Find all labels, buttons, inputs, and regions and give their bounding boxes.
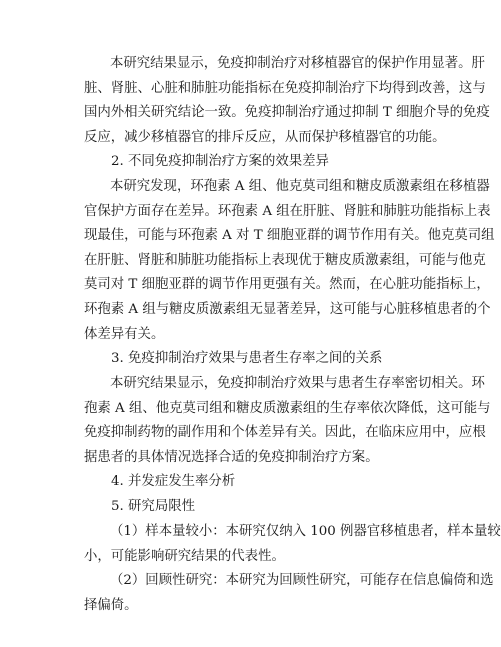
paragraph-line: （1）样本量较小：本研究仅纳入 100 例器官移植患者，样本量较	[110, 524, 501, 539]
paragraph-line: 反应，减少移植器官的排斥反应，从而保护移植器官的功能。	[84, 129, 446, 145]
section-heading-4: 4. 并发症发生率分析	[111, 474, 236, 489]
paragraph-line: 国内外相关研究结论一致。免疫抑制治疗通过抑制 T 细胞介导的免疫	[84, 105, 490, 121]
paragraph-line: 本研究结果显示，免疫抑制治疗效果与患者生存率密切相关。环	[110, 376, 485, 391]
section-heading-3: 3. 免疫抑制治疗效果与患者生存率之间的关系	[111, 351, 383, 366]
paragraph-line: 环孢素 A 组与糖皮质激素组无显著差异，这可能与心脏移植患者的个	[84, 301, 491, 317]
paragraph-survival-relationship	[84, 372, 491, 470]
section-heading-2: 2. 不同免疫抑制治疗方案的效果差异	[111, 154, 329, 169]
paragraph-line: 小，可能影响研究结果的代表性。	[84, 548, 285, 564]
paragraph-line: 孢素 A 组、他克莫司组和糖皮质激素组的生存率依次降低，这可能与	[84, 400, 491, 416]
paragraph-line: 官保护方面存在差异。环孢素 A 组在肝脏、肾脏和肺脏功能指标上表	[84, 203, 491, 219]
limitation-retrospective-study	[84, 569, 494, 618]
paragraph-line: 据患者的具体情况选择合适的免疫抑制治疗方案。	[84, 449, 379, 465]
paragraph-line: 在肝脏、肾脏和肺脏功能指标上表现优于糖皮质激素组，可能与他克	[84, 252, 486, 268]
paragraph-line: 本研究结果显示，免疫抑制治疗对移植器官的保护作用显著。肝	[110, 56, 485, 71]
paragraph-line: （2）回顾性研究：本研究为回顾性研究，可能存在信息偏倚和选	[110, 573, 494, 588]
paragraph-line: 择偏倚。	[84, 597, 138, 613]
section-heading-5: 5. 研究局限性	[111, 499, 195, 514]
limitation-sample-size	[84, 520, 501, 569]
paragraph-line: 体差异有关。	[84, 326, 165, 342]
paragraph-line: 脏、肾脏、心脏和肺脏功能指标在免疫抑制治疗下均得到改善，这与	[84, 80, 486, 96]
paragraph-line: 现最佳，可能与环孢素 A 对 T 细胞亚群的调节作用有关。他克莫司组	[84, 228, 495, 244]
paragraph-line: 本研究发现，环孢素 A 组、他克莫司组和糖皮质激素组在移植器	[110, 179, 490, 194]
paragraph-regimen-differences	[84, 175, 495, 347]
paragraph-line: 免疫抑制药物的副作用和个体差异有关。因此，在临床应用中，应根	[84, 425, 486, 441]
paragraph-line: 莫司对 T 细胞亚群的调节作用更强有关。然而，在心脏功能指标上，	[84, 277, 490, 293]
paragraph-organ-protection	[84, 52, 490, 150]
